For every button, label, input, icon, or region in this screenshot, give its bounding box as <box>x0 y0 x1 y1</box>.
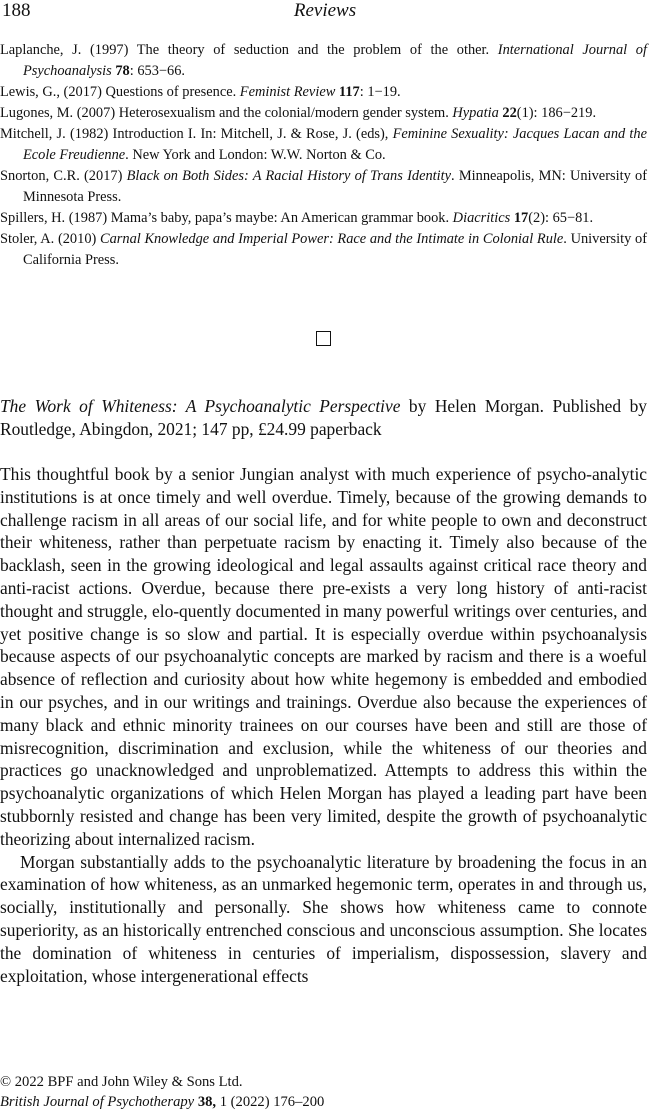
reference-item: Stoler, A. (2010) Carnal Knowledge and Imperial Power: Race and the Intimate in Colonial Rule. University of California Press. <box>0 231 647 268</box>
body-paragraph: This thoughtful book by a senior Jungian analyst with much experience of psycho-analytic institutions is at once timely and well overdue. Timely, because of the growing demands to challenge racism in all areas of our social life, and for white people to own and deconstruct their whiteness, rather than perpetuate racism by enacting it. Timely also because of the backlash, seen in the growing ideological and legal assaults against critical race theory and anti-racist actions. Overdue, because there pre-exists a very long history of anti-racist thought and struggle, elo-quently documented in many powerful writings over centuries, and yet positive change is so slow and partial. It is especially overdue within psychoanalysis because aspects of our psychoanalytic concepts are marked by racism and there is a woeful absence of reflection and curiosity about how white hegemony is embedded and embodied in our psyches, and in our writings and trainings. Overdue also because the experiences of many black and ethnic minority trainees on our courses have been and still are those of misrecognition, discrimination and exclusion, while the whiteness of our theories and practices go unacknowledged and unproblematized. Attempts to address this within the psychoanalytic organizations of which Helen Morgan has played a leading part have been stubbornly resisted and change has been very limited, despite the growth of psychoanalytic theorizing about internalized racism. <box>0 464 647 849</box>
page-footer <box>0 1072 647 1112</box>
book-title: The Work of Whiteness: A Psychoanalytic Perspective <box>0 396 401 416</box>
reference-item: Lewis, G., (2017) Questions of presence. Feminist Review 117: 1−19. <box>0 84 401 100</box>
book-details: by Helen Morgan. Published by Routledge, Abingdon, 2021; 147 pp, £24.99 paperback <box>0 396 647 439</box>
reference-item: Laplanche, J. (1997) The theory of seduction and the problem of the other. International Journal of Psychoanalysis 78: 653−66. <box>0 42 647 79</box>
page-header <box>0 0 650 24</box>
reference-list <box>0 40 647 271</box>
running-head: Reviews <box>293 0 357 21</box>
page-number: 188 <box>2 0 31 21</box>
end-of-review-square-icon <box>316 331 331 346</box>
body-paragraph: Morgan substantially adds to the psychoanalytic literature by broadening the focus in an examination of how whiteness, as an unmarked hegemonic term, operates in and through us, socially, institutionally and personally. She shows how whiteness came to connote superiority, as an historically entrenched conscious and unconscious assumption. She locates the domination of whiteness in centuries of imperialism, dispossession, slavery and exploitation, whose intergenerational effects <box>0 851 647 986</box>
journal-citation: British Journal of Psychotherapy 38, 1 (2022) 176–200 <box>0 1094 325 1110</box>
reference-item: Mitchell, J. (1982) Introduction I. In: Mitchell, J. & Rose, J. (eds), Feminine Sexuality: Jacques Lacan and the Ecole Freudienne. New York and London: W.W. Norton & Co. <box>0 126 648 163</box>
copyright-line: © 2022 BPF and John Wiley & Sons Ltd. <box>0 1074 243 1090</box>
reference-item: Lugones, M. (2007) Heterosexualism and the colonial/modern gender system. Hypatia 22(1): 186−219. <box>0 105 597 121</box>
review-heading <box>0 395 647 441</box>
reference-item: Snorton, C.R. (2017) Black on Both Sides: A Racial History of Trans Identity. Minneapolis, MN: University of Minnesota Press. <box>0 168 647 205</box>
review-body <box>0 463 647 987</box>
reference-item: Spillers, H. (1987) Mama’s baby, papa’s maybe: An American grammar book. Diacritics 17(2): 65−81. <box>0 210 594 226</box>
